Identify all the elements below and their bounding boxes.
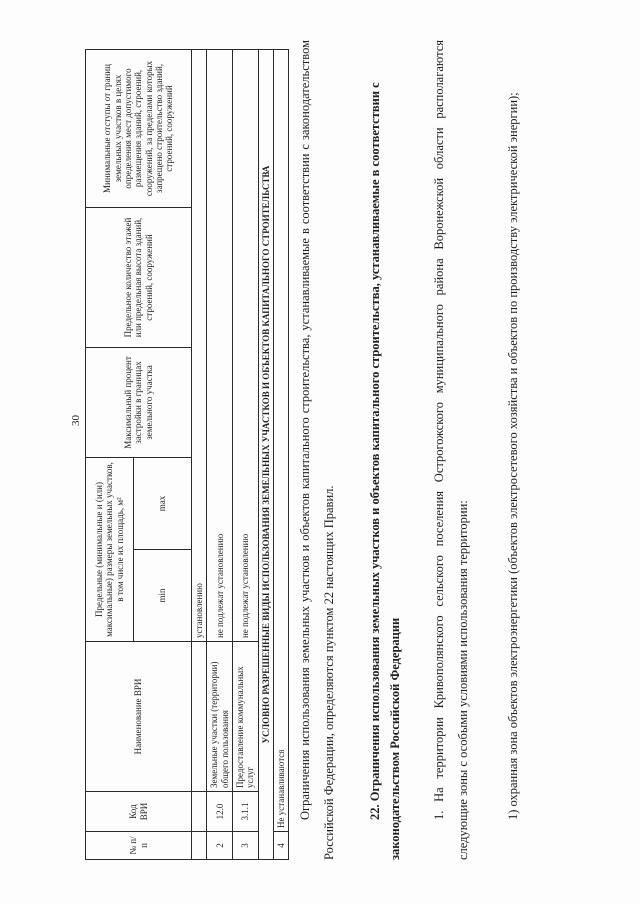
row-code: 3.1.1 — [233, 792, 259, 832]
paragraph-zones: 1. На территории Кривополянского сельского поселения Острогожского муниципального района Воронежской области располагаются следующие зоны с особыми условиями использования территории: — [432, 40, 471, 860]
section-heading-22: 22. Ограничения использования земельных участков и объектов капитального строительства, устанавливаемые в соответствии с законодательством Российской Федерации — [368, 82, 402, 860]
col-header-code: Код ВРИ — [86, 792, 192, 832]
row-num: 4 — [274, 832, 289, 860]
col-header-name: Наименование ВРИ — [86, 642, 192, 792]
row-value: не подлежат установлению — [207, 50, 233, 642]
page-number: 30 — [70, 415, 82, 426]
col-header-offsets: Минимальные отступы от границ земельных участков в целях определения мест допустимого размещения зданий, строений, сооружений, за пределами которых запрещено строительство зданий, строений, сооружений — [86, 50, 192, 208]
row-num: 2 — [207, 832, 233, 860]
conditional-use-header: УСЛОВНО РАЗРЕШЕННЫЕ ВИДЫ ИСПОЛЬЗОВАНИЯ ЗЕМЕЛЬНЫХ УЧАСТКОВ И ОБЪЕКТОВ КАПИТАЛЬНОГО СТРОИТЕЛЬСТВА — [258, 50, 273, 860]
row-name: Предоставление коммунальных услуг — [233, 642, 259, 792]
row-text: Не устанавливаются — [274, 50, 289, 832]
col-header-num: № п/п — [86, 832, 192, 860]
col-header-percent: Максимальный процент застройки в границах земельного участка — [86, 348, 192, 458]
table-cell-established: установлению — [192, 50, 207, 642]
col-header-area: Предельные (минимальные и (или) максимальные) размеры земельных участков, в том числе их площадь, м² — [86, 458, 134, 642]
vri-table — [85, 49, 289, 860]
table-row — [207, 50, 233, 860]
col-header-max: max — [134, 458, 192, 550]
table-row — [233, 50, 259, 860]
row-name: Земельные участки (территории) общего пользования — [207, 642, 233, 792]
list-item-security-zone: 1) охранная зона объектов электроэнергетики (объектов электросетевого хозяйства и объектов по производству электрической энергии); — [506, 92, 520, 820]
rotated-content — [35, 20, 595, 880]
row-num: 3 — [233, 832, 259, 860]
table-row — [274, 50, 289, 860]
col-header-min: min — [134, 550, 192, 642]
row-value: не подлежат установлению — [233, 50, 259, 642]
row-code: 12.0 — [207, 792, 233, 832]
paragraph-restrictions: Ограничения использования земельных участков и объектов капитального строительства, устанавливаемые в соответствии с законодательством Российской Федерации, определяются пунктом 22 настоящих Правил. — [298, 40, 337, 860]
col-header-floors: Предельное количество этажей или предельная высота зданий, строений, сооружений — [86, 208, 192, 348]
